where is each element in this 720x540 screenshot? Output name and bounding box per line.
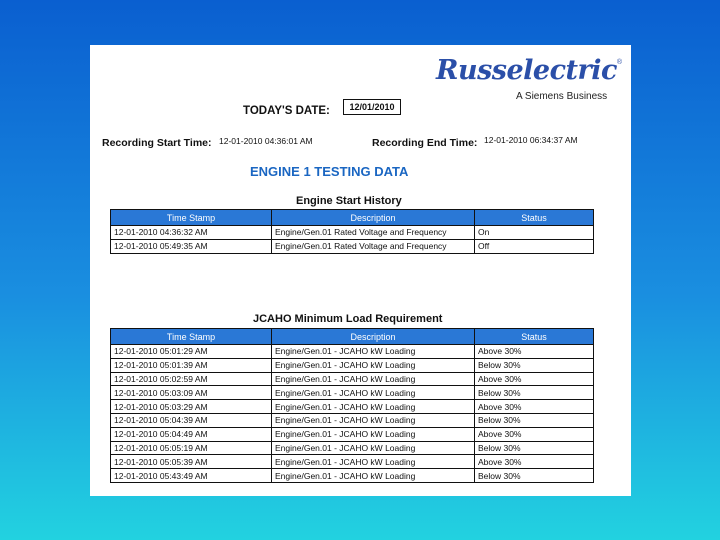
column-header-description: Description — [272, 210, 475, 226]
column-header-status: Status — [475, 329, 594, 345]
cell-description: Engine/Gen.01 Rated Voltage and Frequency — [272, 239, 475, 253]
table-row — [111, 469, 594, 483]
recording-start-label: Recording Start Time: — [102, 137, 212, 149]
cell-status: Above 30% — [475, 345, 594, 359]
cell-description: Engine/Gen.01 - JCAHO kW Loading — [272, 345, 475, 359]
cell-status: On — [475, 226, 594, 240]
cell-time-stamp: 12-01-2010 05:02:59 AM — [111, 372, 272, 386]
cell-status: Above 30% — [475, 427, 594, 441]
page-title: ENGINE 1 TESTING DATA — [250, 164, 409, 179]
start-history-title: Engine Start History — [296, 195, 402, 207]
cell-description: Engine/Gen.01 - JCAHO kW Loading — [272, 427, 475, 441]
logo-tagline: A Siemens Business — [516, 91, 608, 102]
table-row — [111, 239, 594, 253]
cell-description: Engine/Gen.01 - JCAHO kW Loading — [272, 441, 475, 455]
cell-time-stamp: 12-01-2010 05:01:39 AM — [111, 358, 272, 372]
cell-time-stamp: 12-01-2010 05:04:39 AM — [111, 413, 272, 427]
registered-mark: ® — [616, 59, 623, 66]
table-row — [111, 400, 594, 414]
cell-description: Engine/Gen.01 - JCAHO kW Loading — [272, 358, 475, 372]
recording-start-value: 12-01-2010 04:36:01 AM — [219, 136, 313, 146]
column-header-status: Status — [475, 210, 594, 226]
cell-description: Engine/Gen.01 - JCAHO kW Loading — [272, 469, 475, 483]
cell-status: Above 30% — [475, 372, 594, 386]
logo-wordmark: Russelectric — [436, 55, 617, 86]
table-row — [111, 345, 594, 359]
cell-time-stamp: 12-01-2010 05:04:49 AM — [111, 427, 272, 441]
cell-time-stamp: 12-01-2010 04:36:32 AM — [111, 226, 272, 240]
todays-date-value: 12/01/2010 — [343, 99, 401, 115]
cell-status: Off — [475, 239, 594, 253]
column-header-time-stamp: Time Stamp — [111, 210, 272, 226]
cell-time-stamp: 12-01-2010 05:01:29 AM — [111, 345, 272, 359]
table-row — [111, 413, 594, 427]
table-row — [111, 358, 594, 372]
table-header-row — [111, 210, 594, 226]
company-logo — [436, 55, 623, 102]
cell-description: Engine/Gen.01 - JCAHO kW Loading — [272, 400, 475, 414]
cell-description: Engine/Gen.01 - JCAHO kW Loading — [272, 455, 475, 469]
cell-description: Engine/Gen.01 - JCAHO kW Loading — [272, 413, 475, 427]
table-row — [111, 226, 594, 240]
cell-time-stamp: 12-01-2010 05:05:19 AM — [111, 441, 272, 455]
cell-time-stamp: 12-01-2010 05:03:09 AM — [111, 386, 272, 400]
cell-description: Engine/Gen.01 - JCAHO kW Loading — [272, 386, 475, 400]
cell-status: Below 30% — [475, 441, 594, 455]
column-header-time-stamp: Time Stamp — [111, 329, 272, 345]
table-header-row — [111, 329, 594, 345]
cell-time-stamp: 12-01-2010 05:43:49 AM — [111, 469, 272, 483]
cell-status: Above 30% — [475, 400, 594, 414]
recording-end-value: 12-01-2010 06:34:37 AM — [484, 135, 578, 145]
todays-date-label: TODAY'S DATE: — [243, 105, 330, 117]
cell-time-stamp: 12-01-2010 05:03:29 AM — [111, 400, 272, 414]
table-row — [111, 427, 594, 441]
cell-description: Engine/Gen.01 Rated Voltage and Frequency — [272, 226, 475, 240]
recording-end-label: Recording End Time: — [372, 137, 478, 149]
cell-status: Below 30% — [475, 469, 594, 483]
cell-status: Above 30% — [475, 455, 594, 469]
cell-time-stamp: 12-01-2010 05:05:39 AM — [111, 455, 272, 469]
cell-time-stamp: 12-01-2010 05:49:35 AM — [111, 239, 272, 253]
table-row — [111, 372, 594, 386]
column-header-description: Description — [272, 329, 475, 345]
table-row — [111, 386, 594, 400]
cell-status: Below 30% — [475, 413, 594, 427]
table-row — [111, 441, 594, 455]
jcaho-title: JCAHO Minimum Load Requirement — [253, 313, 443, 325]
cell-status: Below 30% — [475, 358, 594, 372]
document-sheet — [90, 45, 631, 496]
cell-description: Engine/Gen.01 - JCAHO kW Loading — [272, 372, 475, 386]
jcaho-table — [110, 328, 594, 483]
cell-status: Below 30% — [475, 386, 594, 400]
start-history-table — [110, 209, 594, 254]
table-row — [111, 455, 594, 469]
